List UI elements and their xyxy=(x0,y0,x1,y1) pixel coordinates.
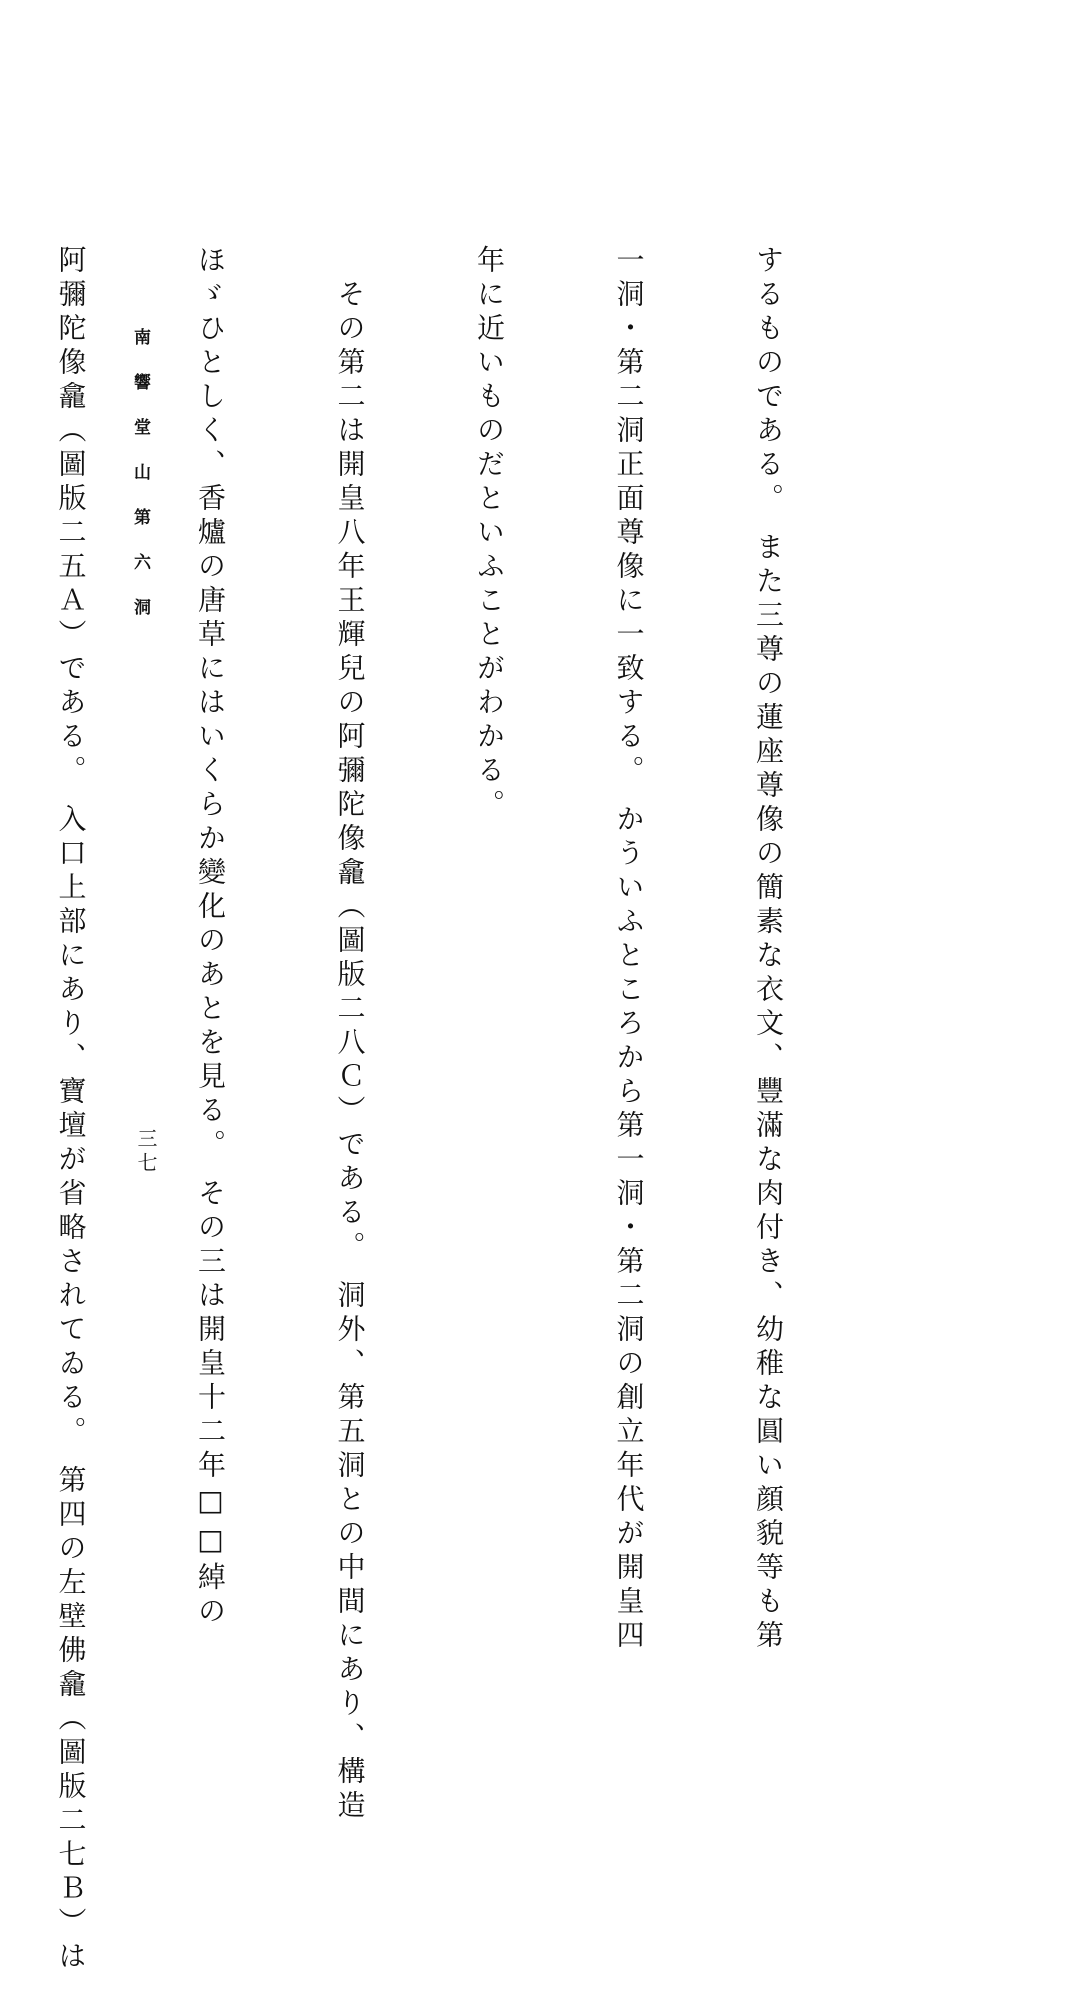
page-number: 三七 xyxy=(134,1128,158,1176)
text-column: 阿彌陀像龕（圖版二五Ａ）である。 入口上部にあり、寶壇が省略されてゐる。 第四の左壁佛龕（圖版二七Ｂ）は xyxy=(54,245,88,1975)
text-column: 年に近いものだといふことがわかる。 xyxy=(473,245,506,823)
text-column: するものである。 また三尊の蓮座尊像の簡素な衣文、豐滿な肉付き、幼稚な圓い顔貌等も第 xyxy=(752,245,785,1654)
text-column: その第二は開皇八年王輝兒の阿彌陀像龕（圖版二八Ｃ）である。 洞外、第五洞との中間にあり、構造 xyxy=(333,245,367,1824)
text-column: 一洞・第二洞正面尊像に一致する。 かういふところから第一洞・第二洞の創立年代が開皇四 xyxy=(612,245,646,1654)
running-head: 南響堂山第六洞 xyxy=(130,328,150,643)
text-column: ほゞひとしく、香爐の唐草にはいくらか變化のあとを見る。 その三は開皇十二年□□綽の xyxy=(194,245,227,1630)
